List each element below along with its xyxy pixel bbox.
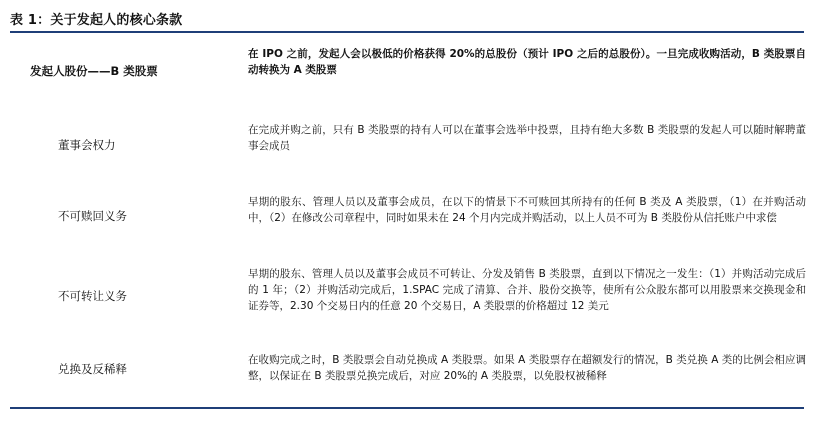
table-title: 表 1：关于发起人的核心条款	[10, 13, 183, 28]
row-text-non-redemption: 早期的股东、管理人员以及董事会成员，在以下的情景下不可赎回其所持有的任何 B 类及 A 类股票，（1）在并购活动中，（2）在修改公司章程中，同时如果未在 24 个月内完成并购活动，以上人员不可为 B 类股份从信托账户中求偿	[248, 196, 806, 224]
bottom-rule	[10, 407, 804, 409]
row-text-conversion-antidilution: 在收购完成之时，B 类股票会自动兑换成 A 类股票。如果 A 类股票存在超额发行的情况，B 类兑换 A 类的比例会相应调整，以保证在 B 类股票兑换完成后，对应 20%的 A 类股票，以免股权被稀释	[248, 354, 806, 382]
row-label-non-transfer: 不可转让义务	[58, 289, 127, 303]
top-rule	[10, 31, 804, 33]
row-label-board-power: 董事会权力	[58, 138, 116, 152]
row-text-board-power: 在完成并购之前，只有 B 类股票的持有人可以在董事会选举中投票，且持有绝大多数 B 类股票的发起人可以随时解聘董事会成员	[248, 124, 806, 152]
row-label-founder-shares: 发起人股份——B 类股票	[30, 64, 158, 78]
row-label-conversion-antidilution: 兑换及反稀释	[58, 362, 127, 376]
row-label-non-redemption: 不可赎回义务	[58, 209, 127, 223]
row-text-non-transfer: 早期的股东、管理人员以及董事会成员不可转让、分发及销售 B 类股票，直到以下情况之一发生：（1）并购活动完成后的 1 年；（2）并购活动完成后，1.SPAC 完成了清算、合并、股份交换等，使所有公众股东都可以用股票来交换现金和证券等，2.30 个交易日内的任意 20 个交易日，A 类股票的价格超过 12 美元	[248, 268, 806, 312]
row-text-founder-shares: 在 IPO 之前，发起人会以极低的价格获得 20%的总股份（预计 IPO 之后的总股份）。一旦完成收购活动，B 类股票自动转换为 A 类股票	[248, 48, 806, 76]
